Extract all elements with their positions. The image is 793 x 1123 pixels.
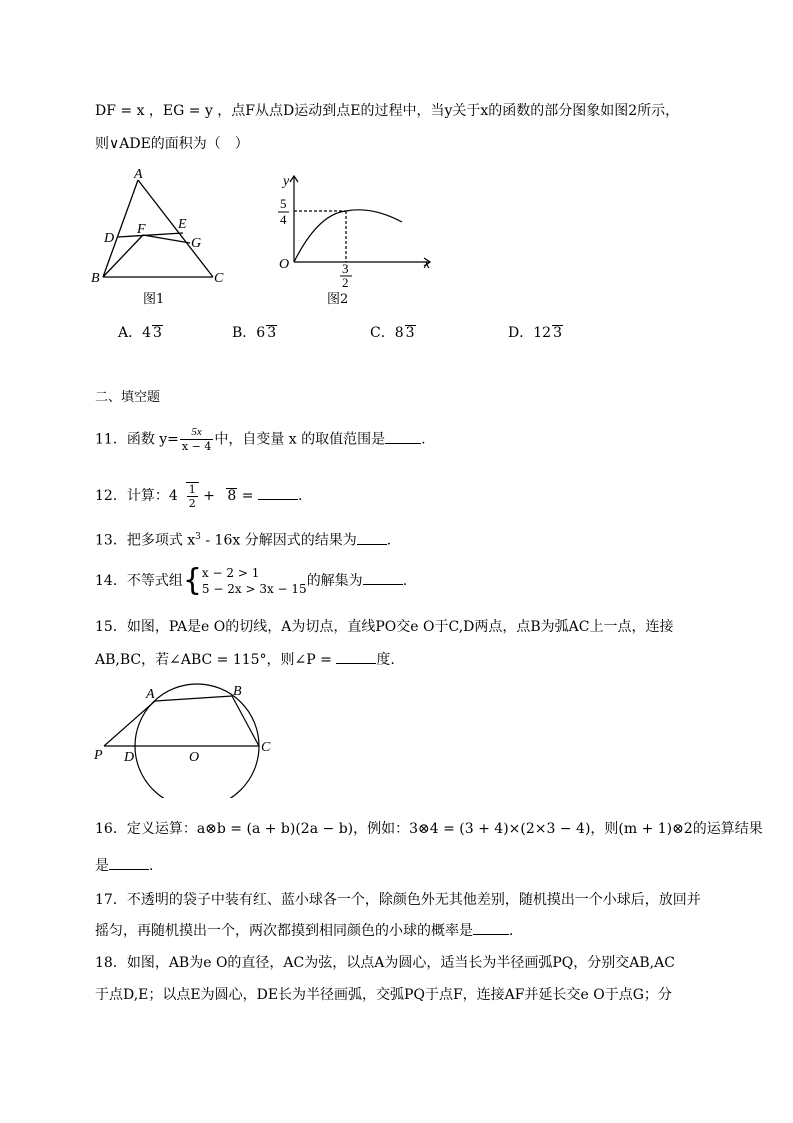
- fig2-y-value-den: 4: [280, 212, 287, 227]
- q11-end: .: [421, 431, 426, 448]
- q14-end: .: [402, 573, 408, 589]
- figure-1-triangle: [88, 165, 238, 290]
- q13-answer-blank[interactable]: [357, 531, 387, 545]
- fig1-label-A: A: [134, 167, 143, 182]
- question-16-line-1: 16．定义运算：a⊗b = (a + b)(2a − b)，例如：3⊗4 = (3 + 4)×(2×3 − 4)，则(m + 1)⊗2的运算结果: [95, 821, 763, 837]
- option-a-coef: 4: [142, 325, 152, 341]
- q15-answer-blank[interactable]: [336, 650, 376, 664]
- option-b-coef: 6: [256, 325, 266, 341]
- question-18-line-1: 18．如图，AB为e O的直径，AC为弦，以点A为圆心，适当长为半径画弧PQ，分别交AB,AC: [95, 955, 675, 971]
- q15-end: 度.: [376, 652, 395, 668]
- q12-end: .: [297, 488, 303, 504]
- option-c[interactable]: [370, 322, 416, 342]
- question-12: [95, 482, 302, 510]
- question-17-line-1: 17．不透明的袋子中装有红、蓝小球各一个，除颜色外无其他差别，随机摸出一个小球后，放回并: [95, 892, 701, 908]
- q11-answer-blank[interactable]: [385, 430, 421, 444]
- q14-inequality-2: 5 − 2x > 3x − 15: [201, 582, 307, 596]
- q13-exponent: 3: [195, 532, 201, 542]
- q17-answer-blank[interactable]: [473, 921, 509, 935]
- fig2-x-axis-label: x: [424, 257, 431, 272]
- q15-label-P: P: [94, 748, 103, 763]
- fig1-label-D: D: [104, 231, 115, 246]
- fig1-caption: 图1: [143, 292, 165, 307]
- question-16-line-2: [95, 856, 153, 876]
- q11-prefix: 11．函数 y=: [95, 431, 179, 448]
- fig2-x-value-num: 3: [342, 261, 349, 276]
- figure-2-graph: [272, 170, 437, 290]
- q17-end: .: [509, 923, 514, 939]
- fig2-x-value-den: 2: [342, 275, 349, 290]
- q16-end: .: [149, 858, 154, 874]
- option-d-label: D．: [508, 325, 534, 341]
- q13-end: .: [386, 532, 392, 549]
- q15-label-A: A: [146, 687, 155, 702]
- q12-prefix: 12．计算：4: [95, 488, 178, 504]
- q14-inequality-1: x − 2 > 1: [201, 566, 260, 580]
- question-15-line-2: [95, 650, 395, 670]
- intro-line-1: DF = x ，EG = y ，点F从点D运动到点E的过程中，当y关于x的函数的部分图象如图2所示，: [95, 103, 680, 119]
- fig2-y-axis-label: y: [283, 174, 290, 189]
- q12-numerator: 1: [188, 483, 196, 496]
- q14-brace: {: [182, 563, 202, 598]
- q12-equals: =: [237, 488, 258, 504]
- q15-label-D: D: [124, 750, 135, 765]
- q12-denominator: 2: [188, 497, 196, 510]
- section-title: 二、填空题: [95, 390, 161, 405]
- option-c-label: C．: [370, 325, 395, 341]
- q17-text: 摇匀，再随机摸出一个，两次都摸到相同颜色的小球的概率是: [95, 923, 473, 939]
- fig2-caption: 图2: [327, 292, 349, 307]
- option-d-radicand: 3: [553, 325, 562, 341]
- option-a-radicand: 3: [153, 325, 162, 341]
- fig1-label-F: F: [137, 222, 146, 237]
- question-13: [95, 527, 391, 551]
- q15-label-O: O: [189, 750, 200, 765]
- q12-radicand: 8: [227, 488, 237, 504]
- option-c-coef: 8: [394, 325, 404, 341]
- fig2-y-value-num: 5: [280, 196, 287, 211]
- q11-numerator: 5x: [180, 426, 213, 440]
- q15-circle-figure: [90, 683, 280, 798]
- q11-denominator: x − 4: [181, 440, 212, 453]
- fig2-origin-label: O: [279, 257, 290, 272]
- option-d[interactable]: [508, 322, 563, 342]
- option-a-label: A．: [118, 325, 143, 341]
- q14-text: 的解集为: [306, 573, 363, 589]
- fig1-label-C: C: [214, 271, 224, 286]
- question-14: [95, 565, 407, 599]
- q16-answer-blank[interactable]: [109, 856, 149, 870]
- fig1-label-E: E: [178, 217, 187, 232]
- q13-text: - 16x 分解因式的结果为: [200, 532, 357, 549]
- option-b-label: B．: [232, 325, 257, 341]
- q14-prefix: 14．不等式组: [95, 573, 183, 589]
- fig1-label-G: G: [191, 236, 202, 251]
- fig1-label-B: B: [91, 271, 100, 286]
- question-18-line-2: 于点D,E；以点E为圆心，DE长为半径画弧，交弧PQ于点F，连接AF并延长交e O于点G；分: [95, 987, 672, 1003]
- q12-plus: +: [198, 488, 220, 504]
- q12-answer-blank[interactable]: [258, 486, 298, 500]
- intro-line-2: 则∨ADE的面积为（ ）: [95, 136, 249, 152]
- option-d-coef: 12: [533, 325, 552, 341]
- q11-text: 中，自变量 x 的取值范围是: [214, 431, 386, 448]
- option-a[interactable]: [118, 322, 163, 342]
- q15-label-B: B: [233, 684, 242, 699]
- q16-text: 是: [95, 858, 109, 874]
- question-11: [95, 426, 426, 453]
- option-b-radicand: 3: [267, 325, 277, 341]
- q15-label-C: C: [261, 740, 271, 755]
- q14-answer-blank[interactable]: [363, 571, 403, 585]
- option-b[interactable]: [232, 322, 277, 342]
- q13-prefix: 13．把多项式 x: [95, 532, 196, 549]
- q15-text: AB,BC，若∠ABC = 115°，则∠P =: [95, 652, 337, 668]
- option-c-radicand: 3: [405, 325, 415, 341]
- question-17-line-2: [95, 921, 513, 941]
- question-15-line-1: 15．如图，PA是e O的切线，A为切点，直线PO交e O于C,D两点，点B为弧AC上一点，连接: [95, 619, 674, 635]
